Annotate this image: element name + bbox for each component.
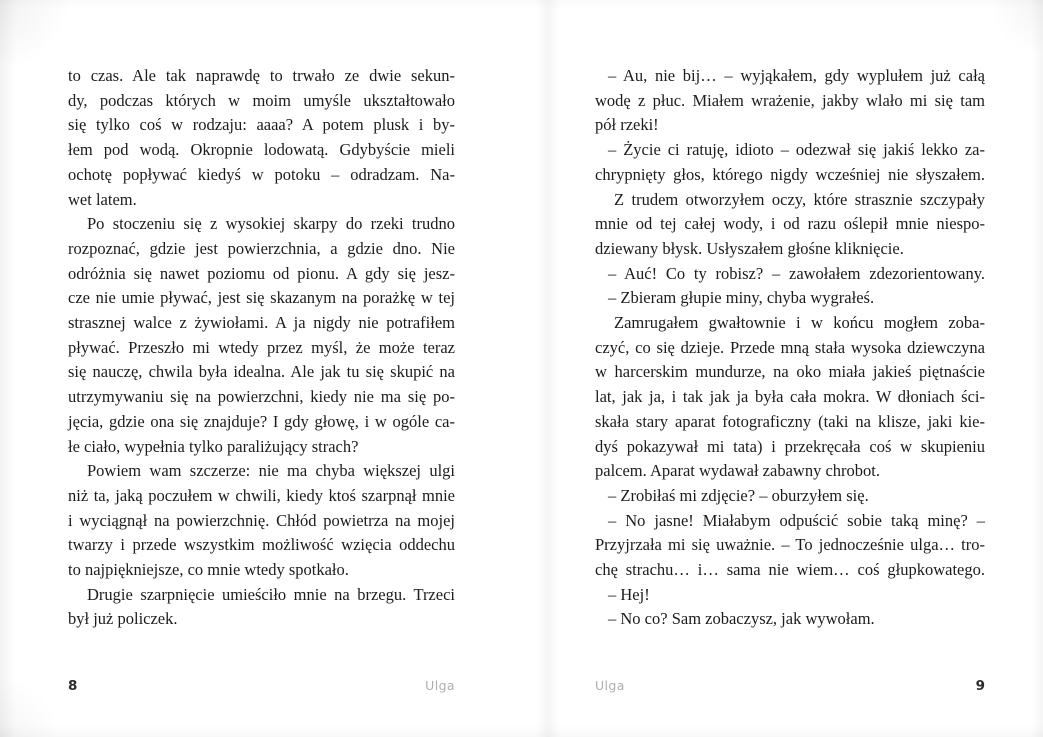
page-right [595,64,985,714]
paragraph [595,138,985,187]
paragraph [595,286,985,311]
text-line: twarzy i przede wszystkim możliwość wzięcia oddechu [68,535,455,555]
text-line: palcem. Aparat wydawał zabawny chrobot. [595,461,880,481]
page-left [68,64,455,714]
paragraph [595,262,985,287]
text-line: czyć, co się dzieje. Przede mną stała wysoka dziewczyna [595,337,985,357]
text-line: odróżnia się nawet poziomu od pionu. A gdy się jesz- [68,263,455,283]
text-line: pływać. Przeszło mi wtedy przez myśl, że może teraz [68,337,455,357]
text-line: – Auć! Co ty robisz? – zawołałem zdezorientowany. [608,263,985,283]
text-line: się tylko coś w rodzaju: aaaa? A potem plusk i by- [68,115,455,135]
paragraph [595,188,985,262]
text-line: Drugie szarpnięcie umieściło mnie na brzegu. Trzeci [87,584,455,604]
text-line: niż ta, jaką poczułem w chwili, kiedy ktoś szarpnął mnie [68,485,455,505]
text-line: chrypnięty głos, którego nigdy wcześniej nie słyszałem. [595,164,985,184]
text-line: lat, jak ja, i tak jak ja była cała mokra. W dłoniach ści- [595,387,985,407]
text-line: łe ciało, wypełnia tylko paraliżujący strach? [68,436,359,456]
page-number: 9 [975,678,985,694]
text-line: i wyciągnął na powierzchnię. Chłód powietrza na mojej [68,510,455,530]
page-number: 8 [68,678,78,694]
text-line: dyś pokazywał mi tata) i przekręcała coś w skupieniu [595,436,985,456]
text-column [595,64,985,632]
text-line: był już policzek. [68,609,178,629]
text-line: – No jasne! Miałabym odpuścić sobie taką minę? – [608,510,985,530]
text-line: cze nie umie pływać, jest się skazanym na porażkę w tej [68,288,455,308]
text-line: Po stoczeniu się z wysokiej skarpy do rzeki trudno [87,214,455,234]
text-line: – No co? Sam zobaczysz, jak wywołam. [608,609,875,629]
text-line: Powiem wam szczerze: nie ma chyba większej ulgi [87,461,455,481]
text-line: ochotę popływać kiedyś w potoku – odradzam. Na- [68,164,455,184]
page-gutter-shadow [536,0,560,737]
text-line: to czas. Ale tak naprawdę to trwało ze dwie sekun- [68,66,455,85]
text-column [68,64,455,632]
paragraph [595,509,985,583]
text-line: strasznej walce z żywiołami. A ja nigdy nie potrafiłem [68,313,455,333]
page-footer [595,678,985,694]
text-line: się nauczę, chwila była idealna. Ale jak tu się skupić na [68,362,455,382]
text-line: – Zrobiłaś mi zdjęcie? – oburzyłem się. [608,485,869,505]
text-line: to najpiękniejsze, co mnie wtedy spotkało. [68,560,349,580]
text-line: dziewany błysk. Usłyszałem głośne kliknięcie. [595,238,904,258]
page-footer [68,678,455,694]
paragraph [595,64,985,138]
text-line: jęcia, gdzie ona się znajduje? I gdy głowę, i w ogóle ca- [68,411,455,431]
text-line: skała stary aparat fotograficzny (taki na klisze, jaki kie- [595,411,985,431]
paragraph [68,64,455,212]
text-line: łem pod wodą. Okropnie lodowatą. Gdybyście mieli [68,140,455,160]
text-line: Zamrugałem gwałtownie i w końcu mogłem zoba- [614,313,985,333]
paragraph [595,607,985,632]
text-line: w harcerskim mundurze, na oko miała jakieś piętnaście [595,362,985,382]
text-line: wet latem. [68,189,137,209]
paragraph [68,459,455,583]
paragraph [595,484,985,509]
text-line: chę strachu… i… sama nie wiem… coś głupkowatego. [595,560,985,580]
text-line: – Au, nie bij… – wyjąkałem, gdy wyplułem już całą [608,66,985,85]
text-line: – Życie ci ratuję, idioto – odezwał się jakiś lekko za- [608,140,985,160]
text-line: utrzymywaniu się na powierzchni, kiedy nie ma się po- [68,387,455,407]
text-line: pół rzeki! [595,115,659,135]
paragraph [595,583,985,608]
paragraph [68,212,455,459]
text-line: rozpoznać, gdzie jest powierzchnia, a gdzie dno. Nie [68,238,455,258]
text-line: Z trudem otworzyłem oczy, które strasznie szczypały [614,189,985,209]
paragraph [595,311,985,484]
running-title: Ulga [425,678,455,693]
text-line: Przyjrzała mi się uważnie. – To jednocześnie ulga… tro- [595,535,985,555]
text-line: wodę z płuc. Miałem wrażenie, jakby wlało mi się tam [595,90,985,110]
text-line: – Hej! [608,584,650,604]
text-line: dy, podczas których w moim umyśle ukształtowało [68,90,455,110]
text-line: mnie od tej całej wody, i od razu oślepił mnie niespo- [595,214,985,234]
text-line: – Zbieram głupie miny, chyba wygrałeś. [608,288,875,308]
running-title: Ulga [595,678,625,693]
paragraph [68,583,455,632]
